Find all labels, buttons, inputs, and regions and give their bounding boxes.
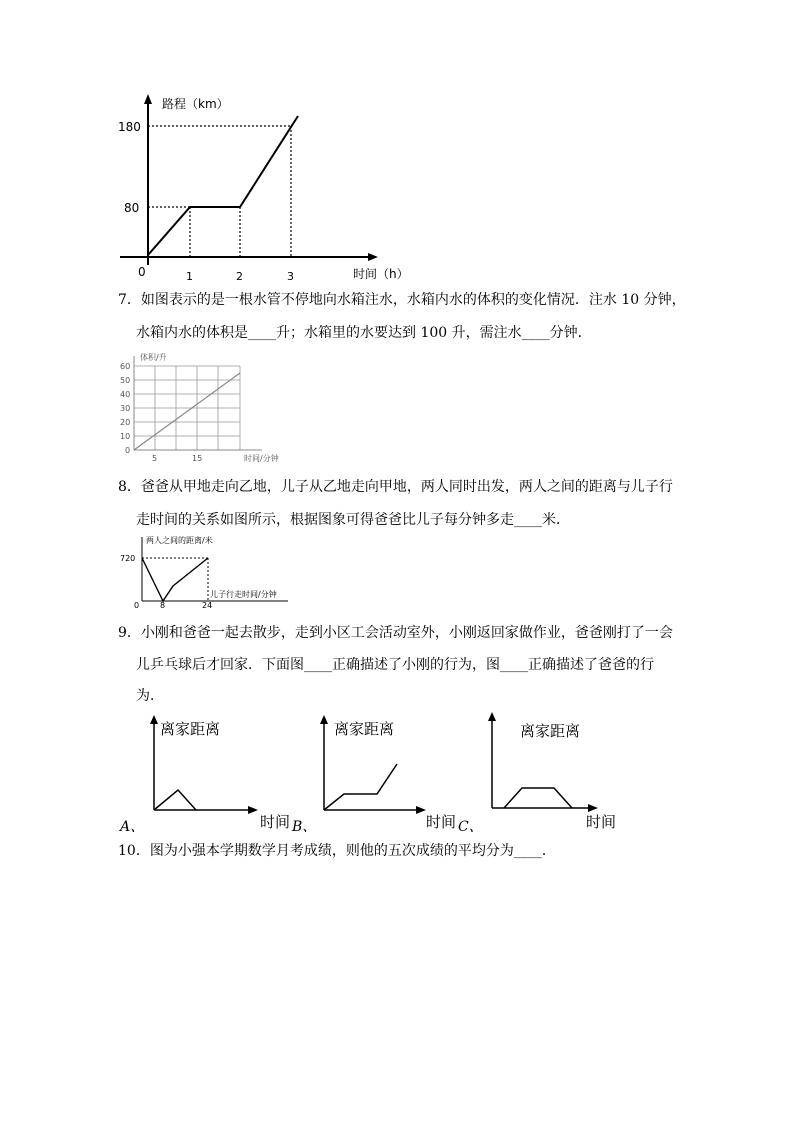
x-axis-label: 时间/分钟 bbox=[244, 454, 279, 463]
y-tick-0: 0 bbox=[125, 446, 131, 455]
x-axis-label: 儿子行走时间/分钟 bbox=[210, 590, 277, 599]
option-c-graph bbox=[478, 712, 638, 837]
option-c-ylabel: 离家距离 bbox=[520, 722, 581, 740]
q8-line2: 走时间的关系如图所示，根据图象可得爸爸比儿子每分钟多走____米． bbox=[136, 512, 570, 528]
x-tick-24: 24 bbox=[202, 601, 213, 609]
option-a-graph bbox=[140, 712, 300, 837]
y-axis-label: 路程（km） bbox=[162, 97, 229, 111]
q7-line2: 水箱内水的体积是____升；水箱里的水要达到 100 升，需注水____分钟． bbox=[136, 325, 592, 341]
distance-line bbox=[148, 116, 298, 255]
y-tick-10: 10 bbox=[120, 432, 131, 441]
volume-time-graph bbox=[112, 352, 292, 467]
q7-line1: 7．如图表示的是一根水管不停地向水箱注水，水箱内水的体积的变化情况．注水 10 分钟， bbox=[118, 292, 686, 308]
y-axis-label: 体积/升 bbox=[140, 353, 167, 362]
option-a-xlabel: 时间 bbox=[260, 813, 291, 831]
option-b-graph bbox=[310, 712, 470, 837]
x-axis-arrow bbox=[368, 253, 378, 261]
y-tick-30: 30 bbox=[120, 404, 131, 413]
option-b-xlabel: 时间 bbox=[426, 813, 457, 831]
option-a-label: A、 bbox=[120, 819, 145, 835]
x-tick-1: 1 bbox=[186, 270, 193, 283]
x-axis-label: 时间（h） bbox=[353, 267, 409, 281]
option-c-label: C、 bbox=[458, 819, 483, 835]
y-tick-720: 720 bbox=[120, 554, 136, 563]
x-tick-2: 2 bbox=[236, 270, 243, 283]
q9-line2: 儿乒乓球后才回家．下面图____正确描述了小刚的行为，图____正确描述了爸爸的行 bbox=[136, 657, 654, 673]
y-tick-60: 60 bbox=[120, 362, 131, 371]
x-tick-0: 0 bbox=[134, 601, 140, 609]
option-c-line bbox=[504, 788, 572, 808]
q9-line3: 为． bbox=[136, 688, 164, 704]
y-tick-80: 80 bbox=[124, 201, 140, 215]
x-tick-15: 15 bbox=[192, 454, 203, 463]
option-b-ylabel: 离家距离 bbox=[334, 720, 395, 738]
distance-time-graph bbox=[100, 90, 430, 290]
y-axis-arrow bbox=[144, 94, 152, 104]
x-tick-3: 3 bbox=[287, 270, 294, 283]
option-c-xlabel: 时间 bbox=[586, 813, 617, 831]
x-tick-5: 5 bbox=[152, 454, 158, 463]
option-b-line bbox=[324, 764, 397, 810]
x-tick-0: 0 bbox=[138, 265, 146, 279]
x-tick-8: 8 bbox=[160, 601, 166, 609]
q9-line1: 9．小刚和爸爸一起去散步，走到小区工会活动室外，小刚返回家做作业，爸爸刚打了一会 bbox=[118, 625, 673, 641]
option-b-label: B、 bbox=[292, 819, 317, 835]
y-tick-50: 50 bbox=[120, 376, 131, 385]
option-a-ylabel: 离家距离 bbox=[160, 720, 221, 738]
q8-line1: 8．爸爸从甲地走向乙地，儿子从乙地走向甲地，两人同时出发，两人之间的距离与儿子行 bbox=[118, 479, 673, 495]
y-axis-label: 两人之间的距离/米 bbox=[146, 536, 213, 545]
distance-between-graph bbox=[118, 533, 308, 609]
y-tick-20: 20 bbox=[120, 418, 131, 427]
distance-line bbox=[142, 558, 208, 601]
q10-line1: 10．图为小强本学期数学月考成绩，则他的五次成绩的平均分为____． bbox=[118, 843, 556, 859]
y-tick-180: 180 bbox=[118, 120, 141, 134]
option-a-line bbox=[154, 790, 196, 810]
y-tick-40: 40 bbox=[120, 390, 131, 399]
volume-line bbox=[134, 373, 240, 450]
